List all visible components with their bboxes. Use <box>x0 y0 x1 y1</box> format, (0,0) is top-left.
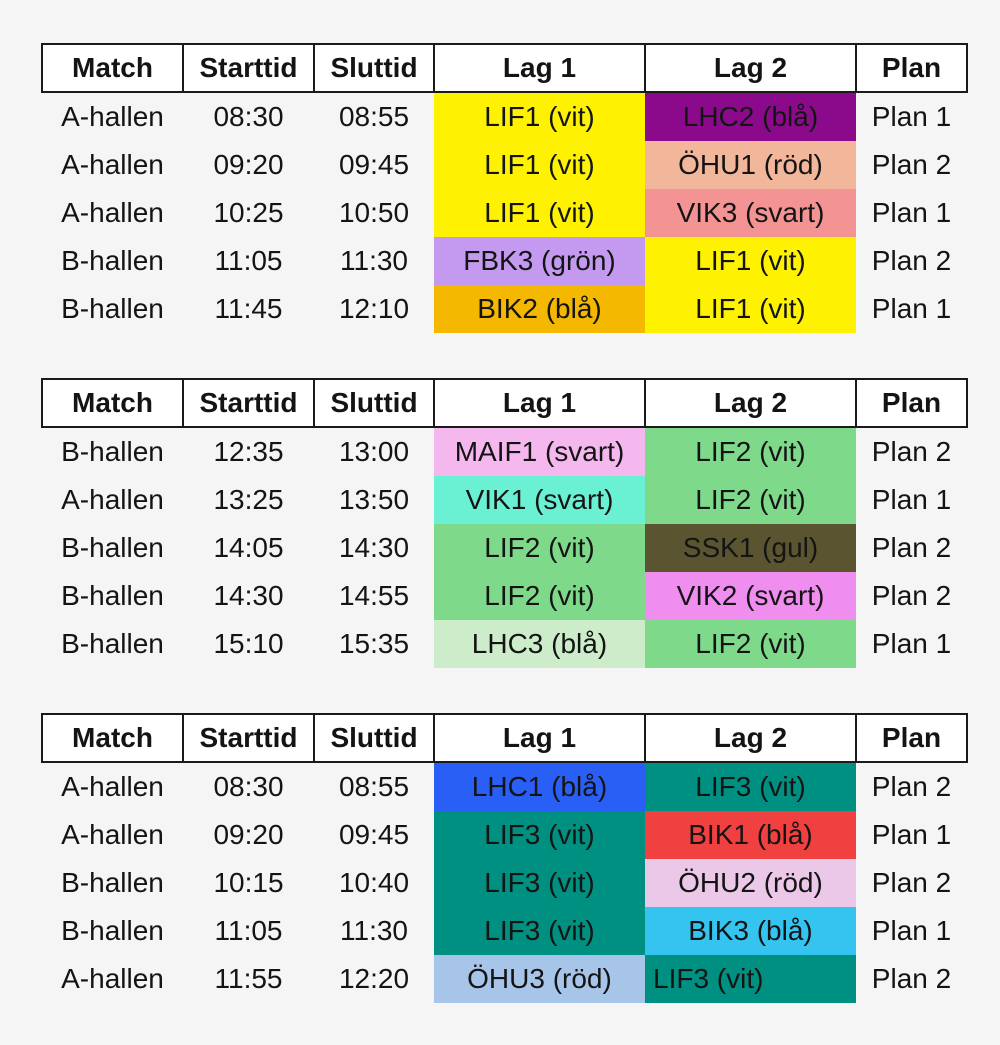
match-cell: B-hallen <box>61 580 164 611</box>
team2-cell: LIF2 (vit) <box>645 427 856 476</box>
col-header-sluttid: Sluttid <box>314 44 434 92</box>
table-row <box>42 189 967 237</box>
start-time-cell: 11:05 <box>214 915 283 946</box>
col-header-lag2: Lag 2 <box>645 379 856 427</box>
team2-cell: ÖHU1 (röd) <box>645 141 856 189</box>
end-time-cell: 11:30 <box>340 245 408 276</box>
team1-cell: LIF3 (vit) <box>434 907 645 955</box>
table-row <box>42 859 967 907</box>
col-header-lag1: Lag 1 <box>434 44 645 92</box>
match-cell: B-hallen <box>61 293 164 324</box>
table-row <box>42 237 967 285</box>
end-time-cell: 09:45 <box>338 149 410 180</box>
start-time-cell: 08:30 <box>213 101 284 132</box>
team1-cell: LIF3 (vit) <box>434 811 645 859</box>
col-header-lag2: Lag 2 <box>645 44 856 92</box>
col-header-sluttid: Sluttid <box>314 714 434 762</box>
end-time-cell: 09:45 <box>338 819 410 850</box>
table-row <box>42 524 967 572</box>
match-cell: B-hallen <box>61 867 164 898</box>
team2-cell: BIK1 (blå) <box>645 811 856 859</box>
end-time-cell: 13:00 <box>338 436 410 467</box>
end-time-cell: 08:55 <box>338 771 410 802</box>
col-header-starttid: Starttid <box>183 714 314 762</box>
team2-cell: VIK2 (svart) <box>645 572 856 620</box>
end-time-cell: 12:10 <box>338 293 410 324</box>
team1-cell: LIF2 (vit) <box>434 572 645 620</box>
start-time-cell: 11:45 <box>214 293 283 324</box>
team1-cell: MAIF1 (svart) <box>434 427 645 476</box>
team2-cell: LIF3 (vit) <box>645 762 856 811</box>
table-row <box>42 427 967 476</box>
plan-cell: Plan 1 <box>871 819 952 850</box>
plan-cell: Plan 2 <box>871 532 952 563</box>
end-time-cell: 13:50 <box>338 484 410 515</box>
header-row <box>42 44 967 92</box>
plan-cell: Plan 1 <box>871 484 952 515</box>
col-header-starttid: Starttid <box>183 379 314 427</box>
col-header-lag1: Lag 1 <box>434 379 645 427</box>
match-cell: B-hallen <box>61 915 164 946</box>
plan-cell: Plan 2 <box>871 245 952 276</box>
team1-cell: LHC3 (blå) <box>434 620 645 668</box>
table-row <box>42 285 967 333</box>
team2-cell: LIF1 (vit) <box>645 285 856 333</box>
team2-cell: LHC2 (blå) <box>645 92 856 141</box>
start-time-cell: 12:35 <box>213 436 284 467</box>
plan-cell: Plan 1 <box>871 628 952 659</box>
team1-cell: ÖHU3 (röd) <box>434 955 645 1003</box>
end-time-cell: 10:50 <box>338 197 410 228</box>
match-cell: A-hallen <box>61 197 164 228</box>
start-time-cell: 08:30 <box>213 771 284 802</box>
header-row <box>42 379 967 427</box>
match-cell: B-hallen <box>61 436 164 467</box>
start-time-cell: 10:25 <box>213 197 284 228</box>
team2-cell: VIK3 (svart) <box>645 189 856 237</box>
team1-cell: LIF1 (vit) <box>434 189 645 237</box>
start-time-cell: 15:10 <box>213 628 284 659</box>
team2-cell: LIF2 (vit) <box>645 620 856 668</box>
team1-cell: LHC1 (blå) <box>434 762 645 811</box>
match-cell: A-hallen <box>61 771 164 802</box>
match-cell: B-hallen <box>61 532 164 563</box>
team2-cell: LIF3 (vit) <box>645 955 856 1003</box>
start-time-cell: 09:20 <box>213 149 284 180</box>
team1-cell: LIF3 (vit) <box>434 859 645 907</box>
match-cell: A-hallen <box>61 963 164 994</box>
end-time-cell: 14:55 <box>338 580 410 611</box>
start-time-cell: 13:25 <box>213 484 284 515</box>
end-time-cell: 08:55 <box>338 101 410 132</box>
end-time-cell: 12:20 <box>338 963 410 994</box>
team1-cell: LIF2 (vit) <box>434 524 645 572</box>
plan-cell: Plan 2 <box>871 149 952 180</box>
team1-cell: LIF1 (vit) <box>434 92 645 141</box>
match-cell: B-hallen <box>61 628 164 659</box>
table-row <box>42 762 967 811</box>
start-time-cell: 14:30 <box>213 580 284 611</box>
plan-cell: Plan 1 <box>871 101 952 132</box>
team1-cell: FBK3 (grön) <box>434 237 645 285</box>
col-header-sluttid: Sluttid <box>314 379 434 427</box>
match-cell: A-hallen <box>61 101 164 132</box>
team1-cell: BIK2 (blå) <box>434 285 645 333</box>
team2-cell: ÖHU2 (röd) <box>645 859 856 907</box>
end-time-cell: 14:30 <box>338 532 410 563</box>
end-time-cell: 10:40 <box>338 867 410 898</box>
col-header-lag2: Lag 2 <box>645 714 856 762</box>
col-header-plan: Plan <box>856 44 967 92</box>
schedule-table-1 <box>41 43 968 333</box>
plan-cell: Plan 1 <box>871 293 952 324</box>
start-time-cell: 09:20 <box>213 819 284 850</box>
table-row <box>42 620 967 668</box>
start-time-cell: 10:15 <box>213 867 284 898</box>
table-row <box>42 907 967 955</box>
team2-cell: LIF2 (vit) <box>645 476 856 524</box>
plan-cell: Plan 1 <box>871 915 952 946</box>
schedule-table-2 <box>41 378 968 668</box>
table-row <box>42 476 967 524</box>
header-row <box>42 714 967 762</box>
plan-cell: Plan 2 <box>871 436 952 467</box>
match-cell: A-hallen <box>61 819 164 850</box>
col-header-match: Match <box>42 379 183 427</box>
match-cell: A-hallen <box>61 484 164 515</box>
plan-cell: Plan 2 <box>871 963 952 994</box>
start-time-cell: 14:05 <box>213 532 284 563</box>
plan-cell: Plan 1 <box>871 197 952 228</box>
table-row <box>42 92 967 141</box>
end-time-cell: 11:30 <box>340 915 408 946</box>
team2-cell: LIF1 (vit) <box>645 237 856 285</box>
table-row <box>42 572 967 620</box>
schedule-table-3 <box>41 713 968 1003</box>
table-row <box>42 955 967 1003</box>
plan-cell: Plan 2 <box>871 580 952 611</box>
team2-cell: SSK1 (gul) <box>645 524 856 572</box>
start-time-cell: 11:05 <box>214 245 283 276</box>
team2-cell: BIK3 (blå) <box>645 907 856 955</box>
col-header-starttid: Starttid <box>183 44 314 92</box>
table-row <box>42 811 967 859</box>
end-time-cell: 15:35 <box>338 628 410 659</box>
match-cell: B-hallen <box>61 245 164 276</box>
col-header-plan: Plan <box>856 714 967 762</box>
plan-cell: Plan 2 <box>871 771 952 802</box>
col-header-match: Match <box>42 714 183 762</box>
team1-cell: LIF1 (vit) <box>434 141 645 189</box>
team1-cell: VIK1 (svart) <box>434 476 645 524</box>
col-header-match: Match <box>42 44 183 92</box>
col-header-plan: Plan <box>856 379 967 427</box>
plan-cell: Plan 2 <box>871 867 952 898</box>
col-header-lag1: Lag 1 <box>434 714 645 762</box>
table-row <box>42 141 967 189</box>
start-time-cell: 11:55 <box>214 963 283 994</box>
match-cell: A-hallen <box>61 149 164 180</box>
